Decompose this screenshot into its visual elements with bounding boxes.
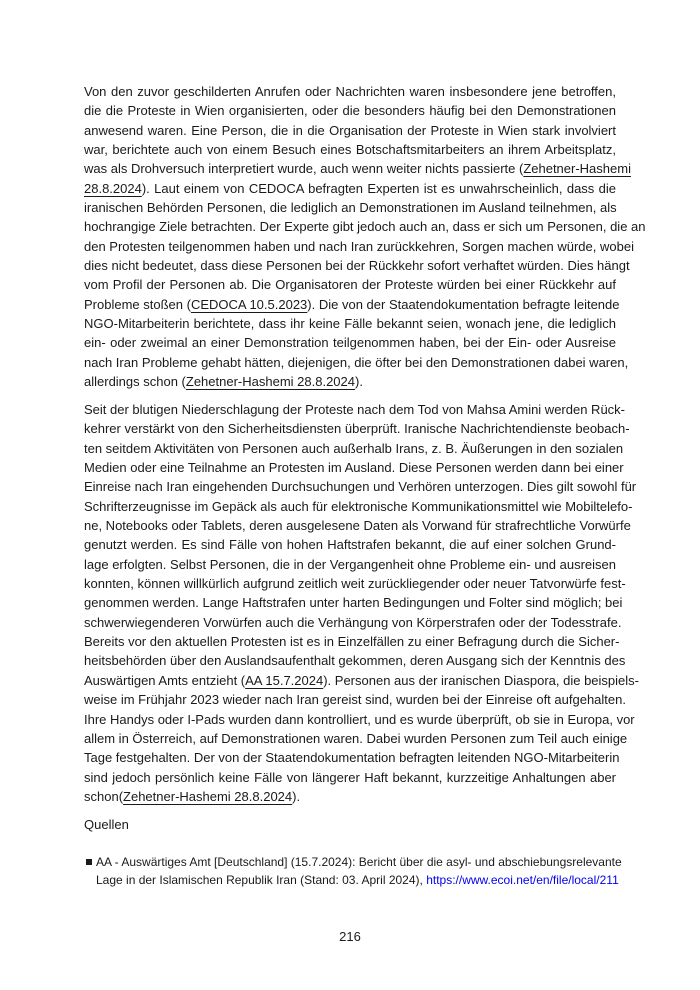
citation-link[interactable]: AA 15.7.2024	[245, 672, 324, 688]
text-line: anwesend waren. Eine Person, die in die Organisation der Proteste in Wien stark involviert	[84, 122, 616, 138]
text-line: allem in Österreich, auf Demonstrationen waren. Dabei wurden Personen zum Teil auch einige	[84, 730, 628, 746]
text-line: schwerwiegenderen Vorwürfen auch die Verhängung von Körperstrafen oder der Todesstrafe.	[84, 614, 622, 630]
reference-text: Lage in der Islamischen Republik Iran (Stand: 03. April 2024),	[96, 873, 427, 887]
text-line: war, berichtete auch von einem Besuch eines Botschaftsmitarbeiters an ihrem Arbeitsplatz,	[84, 142, 616, 158]
reference-text-line: AA - Auswärtiges Amt [Deutschland] (15.7.2024): Bericht über die asyl- und abschiebungsrelevante	[96, 855, 622, 869]
text-line: schon(Zehetner-Hashemi 28.8.2024).	[84, 788, 301, 804]
text-line: Bereits vor den aktuellen Protesten ist es in Einzelfällen zu einer Befragung durch die Sicher-	[84, 634, 620, 650]
text-line: ein- oder zweimal an einer Demonstration teilgenommen haben, bei der Ein- oder Ausreise	[84, 335, 616, 351]
citation-link[interactable]: Zehetner-Hashemi	[523, 161, 631, 177]
text-line: Tage festgehalten. Der von der Staatendokumentation befragten leitenden NGO-Mitarbeiterin	[84, 750, 620, 766]
citation-link[interactable]: 28.8.2024	[84, 180, 142, 196]
text-line: Einreise nach Iran eingehenden Durchsuchungen und Verhören unterzogen. Dies gilt sowohl für	[84, 479, 637, 495]
text-line: genommen werden. Lange Haftstrafen unter harten Bedingungen und Folter sind möglich; bei	[84, 595, 623, 611]
citation-link[interactable]: Zehetner-Hashemi 28.8.2024	[123, 788, 293, 804]
reference-list	[96, 853, 620, 889]
text-line: Ihre Handys oder I-Pads wurden dann kontrolliert, und es wurde überprüft, ob sie in Europa, vor	[84, 711, 635, 727]
text-line: Medien oder eine Teilnahme an Protesten im Ausland. Diese Personen werden dann bei einer	[84, 460, 624, 476]
paragraph-1	[84, 82, 646, 392]
text-line: Seit der blutigen Niederschlagung der Proteste nach dem Tod von Mahsa Amini werden Rück-	[84, 402, 626, 417]
text-line: genutzt werden. Es sind Fälle von hohen Haftstrafen bekannt, die auf einer solchen Grund-	[84, 537, 616, 553]
text-line: ne, Notebooks oder Tablets, deren ausgelesene Daten als Vorwand für strafrechtliche Vorwürfe	[84, 518, 631, 534]
text-line: vom Profil der Personen ab. Die Organisatoren der Proteste würden bei einer Rückkehr auf	[84, 277, 616, 293]
text-line: Von den zuvor geschilderten Anrufen oder Nachrichten waren insbesondere jene betroffen,	[84, 84, 616, 99]
page-number: 216	[339, 929, 361, 944]
text-line: NGO-Mitarbeiterin berichtete, dass ihr keine Fälle bekannt seien, wonach jene, die lediglich	[84, 316, 616, 332]
text-line: lage erfolgten. Selbst Personen, die in der Vergangenheit ohne Probleme ein- und ausreisen	[84, 556, 616, 572]
paragraph-2	[84, 400, 639, 806]
reference-item	[96, 853, 620, 889]
text-line: Schrifterzeugnisse im Gepäck als auch für elektronische Kommunikationsmittel wie Mobiltelefo-	[84, 498, 633, 514]
text-line: konnten, können willkürlich aufgrund zeitlich weit zurückliegender oder neuer Tatvorwürfe fest-	[84, 576, 626, 592]
text-line: 28.8.2024). Laut einem von CEDOCA befragten Experten ist es unwahrscheinlich, dass die	[84, 180, 616, 196]
text-line: was als Drohversuch interpretiert wurde, auch wenn weiter nichts passierte (Zehetner-Hashemi	[84, 161, 631, 177]
text-line: kehrer verstärkt von den Sicherheitsdiensten überprüft. Iranische Nachrichtendienste beobach-	[84, 421, 630, 437]
text-line: Auswärtigen Amts entzieht (AA 15.7.2024). Personen aus der iranischen Diaspora, die beispiels-	[84, 672, 639, 688]
text-line: die die Proteste in Wien organisierten, oder die besonders häufig bei den Demonstrationen	[84, 103, 616, 119]
citation-link[interactable]: CEDOCA 10.5.2023	[190, 296, 308, 312]
text-line: Probleme stoßen (CEDOCA 10.5.2023). Die von der Staatendokumentation befragte leitende	[84, 296, 620, 312]
text-line: iranischen Behörden Personen, die lediglich an Demonstrationen im Ausland teilnehmen, als	[84, 200, 617, 216]
text-line: heitsbehörden über den Auslandsaufenthalt gekommen, deren Ausgang sich der Kenntnis des	[84, 653, 626, 669]
text-line: weise im Frühjahr 2023 wieder nach Iran gereist sind, wurden bei der Einreise oft aufgehalten.	[84, 692, 626, 708]
sources-heading: Quellen	[84, 817, 129, 832]
text-line: nach Iran Probleme gehabt hätten, diejenigen, die öfter bei den Demonstrationen dabei waren,	[84, 354, 629, 370]
text-line: hochrangige Ziele betrachten. Der Experte gibt jedoch auch an, dass er sich um Personen, die an	[84, 219, 646, 235]
bullet-square-icon	[86, 859, 92, 865]
citation-link[interactable]: Zehetner-Hashemi 28.8.2024	[185, 374, 355, 390]
text-line: allerdings schon (Zehetner-Hashemi 28.8.2024).	[84, 374, 363, 390]
text-line: den Protesten teilgenommen haben und nach Iran zurückkehren, Sorgen machen würde, wobei	[84, 238, 634, 254]
reference-url-link[interactable]: https://www.ecoi.net/en/file/local/211	[426, 873, 619, 887]
reference-text-line	[96, 871, 620, 889]
text-line: sind jedoch persönlich keine Fälle von längerer Haft bekannt, kurzzeitige Anhaltungen aber	[84, 769, 616, 785]
text-line: ten seitdem Aktivitäten von Personen auch außerhalb Irans, z. B. Äußerungen in den sozialen	[84, 440, 624, 456]
text-line: dies nicht bedeutet, dass diese Personen bei der Rückkehr sofort verhaftet würden. Dies hängt	[84, 258, 630, 274]
